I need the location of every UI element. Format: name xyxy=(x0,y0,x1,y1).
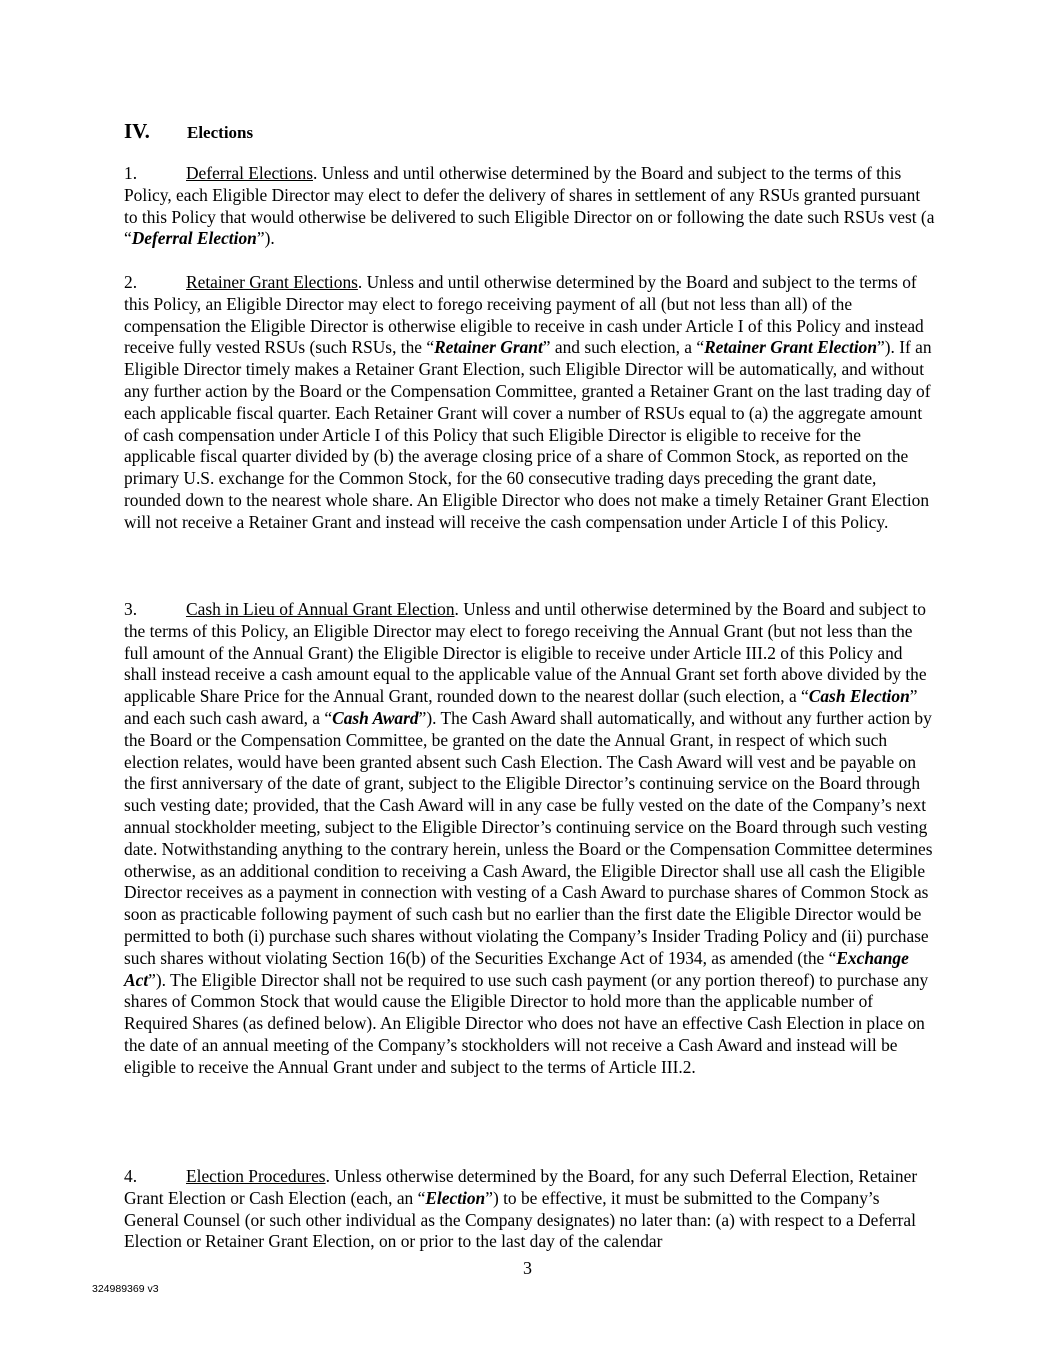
paragraph-text: . Unless and until otherwise determined by the Board and subject to the terms of this Policy, an Eligible Director may elect to forego receiving the Annual Grant (but not less than the full amount of the Annual Grant) the Eligible Director is eligible to receive under Article III.2 of this Policy and shall instead receive a cash amount equal to the applicable value of the Annual Grant set forth above divided by the applicable Share Price for the Annual Grant, rounded down to the nearest dollar (such election, a “ xyxy=(124,599,927,707)
defined-term: Cash Election xyxy=(808,686,910,707)
paragraph-heading: Deferral Elections xyxy=(186,163,313,183)
section-title: Elections xyxy=(187,123,254,142)
paragraph-number: 3. xyxy=(124,599,138,619)
paragraph-number: 4. xyxy=(124,1166,138,1186)
paragraph-text: ”). The Cash Award shall automatically, and without any further action by the Board or the Compensation Committee, be granted on the date the Annual Grant, in respect of which such election relates, would have been granted absent such Cash Election. The Cash Award will vest and be payable on the first anniversary of the date of grant, subject to the Eligible Director’s continuing service on the Board through such vesting date; provided, that the Cash Award will in any case be fully vested on the date of the Company’s next annual stockholder meeting, subject to the Eligible Director’s continuing service on the Board through such vesting date. Notwithstanding anything to the contrary herein, unless the Board or the Compensation Committee determines otherwise, as an additional condition to receiving a Cash Award, the Eligible Director shall use all cash the Eligible Director receives as a payment in connection with vesting of a Cash Award to purchase shares of Common Stock as soon as practicable following payment of such cash but no earlier than the first date the Eligible Director would be permitted to both (i) purchase such shares without violating the Company’s Insider Trading Policy and (ii) purchase such shares without violating Section 16(b) of the Securities Exchange Act of 1934, as amended (the “ xyxy=(124,707,933,968)
paragraph-cash-in-lieu-election xyxy=(124,599,936,1079)
paragraph-text: ” and such election, a “ xyxy=(542,337,705,358)
paragraph-text: . Unless and until otherwise determined by the Board and subject to the terms of this Policy, each Eligible Director may elect to defer the delivery of shares in settlement of any RSUs granted pursuant to this Policy that would otherwise be delivered to such Eligible Director on or following the date such RSUs vest (a “ xyxy=(124,163,935,249)
page-number: 3 xyxy=(523,1258,532,1278)
defined-term: Election xyxy=(425,1187,486,1208)
paragraph-deferral-elections xyxy=(124,163,936,250)
paragraph-text: ”). xyxy=(256,228,275,249)
paragraph-text: ”). If an Eligible Director timely makes a Retainer Grant Election, such Eligible Director will be automatically, and without any further action by the Board or the Compensation Committee, granted a Retainer Grant on the last trading day of each applicable fiscal quarter. Each Retainer Grant will cover a number of RSUs equal to (a) the aggregate amount of cash compensation under Article I of this Policy that such Eligible Director is eligible to receive for the applicable fiscal quarter divided by (b) the average closing price of a share of Common Stock, as reported on the primary U.S. exchange for the Common Stock, for the 60 consecutive trading days preceding the grant date, rounded down to the nearest whole share. An Eligible Director who does not make a timely Retainer Grant Election will not receive a Retainer Grant and instead will receive the cash compensation under Article I of this Policy. xyxy=(124,337,932,532)
paragraph-text: . Unless and until otherwise determined by the Board and subject to the terms of this Policy, an Eligible Director may elect to forego receiving payment of all (but not less than all) of the compensation the Eligible Director is otherwise eligible to receive in cash under Article I of this Policy and instead receive fully vested RSUs (such RSUs, the “ xyxy=(124,272,924,358)
paragraph-text: ”). The Eligible Director shall not be required to use such cash payment (or any portion thereof) to purchase any shares of Common Stock that would cause the Eligible Director to hold more than the applicable number of Required Shares (as defined below). An Eligible Director who does not have an effective Cash Election in place on the date of an annual meeting of the Company’s stockholders will not receive a Cash Award and instead will be eligible to receive the Annual Grant under and subject to the terms of Article III.2. xyxy=(124,969,929,1077)
paragraph-heading: Election Procedures xyxy=(186,1166,326,1186)
document-id: 324989369 v3 xyxy=(92,1283,159,1295)
paragraph-election-procedures xyxy=(124,1166,936,1253)
defined-term: Cash Award xyxy=(332,707,419,728)
paragraph-retainer-grant-elections xyxy=(124,272,936,534)
defined-term: Retainer Grant Election xyxy=(704,337,878,358)
paragraph-text: ”) to be effective, it must be submitted to the Company’s General Counsel (or such other individual as the Company designates) no later than: (a) with respect to a Deferral Election or Retainer Grant Election, on or prior to the last day of the calendar xyxy=(124,1187,916,1252)
paragraph-number: 1. xyxy=(124,163,138,183)
paragraph-number: 2. xyxy=(124,272,138,292)
defined-term: Deferral Election xyxy=(131,228,257,249)
paragraph-text: . Unless otherwise determined by the Board, for any such Deferral Election, Retainer Grant Election or Cash Election (each, an “ xyxy=(124,1166,918,1208)
section-number: IV. xyxy=(124,119,150,143)
section-heading xyxy=(124,118,253,145)
defined-term: Retainer Grant xyxy=(434,337,543,358)
paragraph-heading: Cash in Lieu of Annual Grant Election xyxy=(186,599,455,619)
paragraph-heading: Retainer Grant Elections xyxy=(186,272,358,292)
paragraph-text: ” and each such cash award, a “ xyxy=(124,686,918,728)
defined-term: Exchange Act xyxy=(124,947,909,990)
